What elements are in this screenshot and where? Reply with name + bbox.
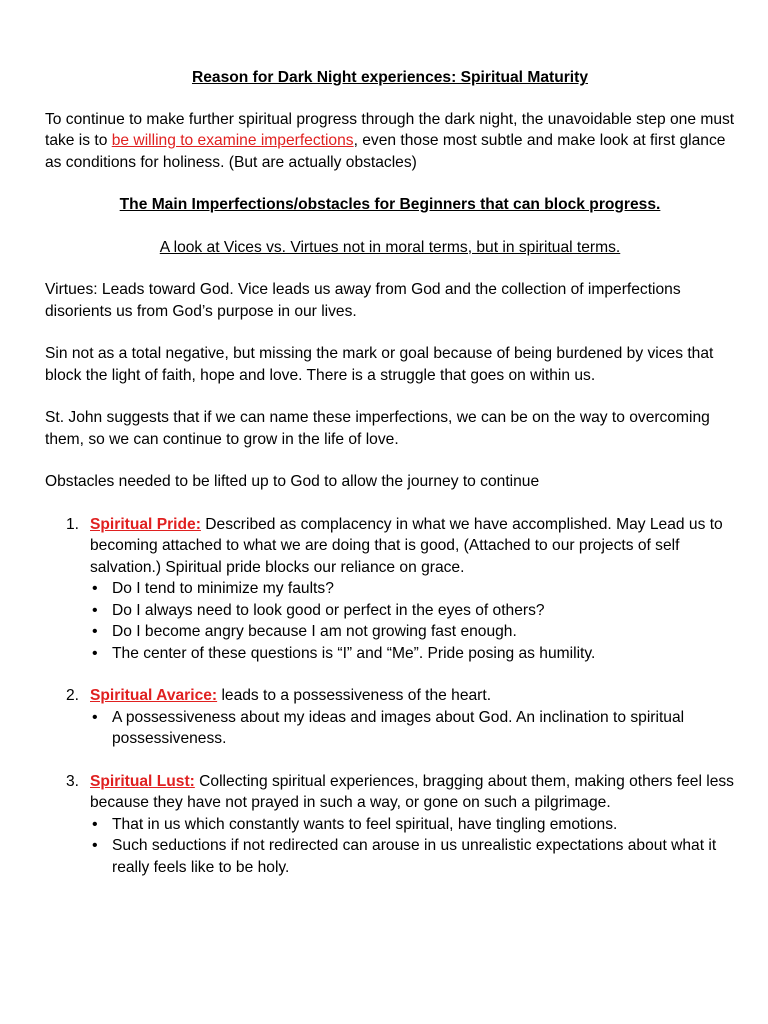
paragraph-obstacles: Obstacles needed to be lifted up to God to allow the journey to continue (45, 473, 540, 490)
item-number: 2. (66, 687, 80, 704)
item-label: Spiritual Pride: (90, 515, 201, 533)
bullet-list (90, 707, 735, 750)
item-label: Spiritual Avarice: (90, 687, 218, 704)
item-number: 1. (66, 515, 80, 533)
intro-text-after: , even those most subtle and make look at first glance as conditions for holiness. (But are actually obstacles) (45, 132, 726, 171)
item-text: leads to a possessiveness of the heart. (217, 687, 492, 704)
document-page (45, 67, 735, 899)
main-heading: The Main Imperfections/obstacles for Beginners that can block progress. (119, 196, 661, 213)
paragraph-sin: Sin not as a total negative, but missing the mark or goal because of being burdened by vices that block the light of faith, hope and love. There is a struggle that goes on within us. (45, 345, 714, 384)
bullet-item: • Do I always need to look good or perfect in the eyes of others? (90, 600, 735, 622)
bullet-item: • Do I become angry because I am not growing fast enough. (90, 621, 735, 643)
bullet-item: • The center of these questions is “I” and “Me”. Pride posing as humility. (90, 643, 735, 665)
bullet-list (90, 814, 735, 879)
item-number: 3. (66, 772, 80, 790)
intro-paragraph (45, 109, 735, 174)
imperfections-list (45, 514, 735, 879)
bullet-list (90, 578, 735, 664)
list-item-spiritual-lust (45, 771, 735, 879)
item-label: Spiritual Lust: (90, 772, 195, 790)
bullet-item: • That in us which constantly wants to feel spiritual, have tingling emotions. (90, 814, 735, 836)
sub-heading: A look at Vices vs. Virtues not in moral terms, but in spiritual terms. (159, 238, 621, 256)
paragraph-st-john: St. John suggests that if we can name these imperfections, we can be on the way to overcoming them, so we can continue to grow in the life of love. (45, 409, 710, 448)
bullet-item: • Such seductions if not redirected can arouse in us unrealistic expectations about what it really feels like to be holy. (90, 835, 735, 878)
bullet-item: • Do I tend to minimize my faults? (90, 578, 735, 600)
intro-text-before: To continue to make further spiritual progress through the dark night, the unavoidable step one must take is to (45, 110, 735, 149)
item-text: Collecting spiritual experiences, bragging about them, making others feel less because they have not prayed in such a way, or gone on such a pilgrimage. (90, 772, 734, 811)
document-title: Reason for Dark Night experiences: Spiritual Maturity (191, 69, 588, 86)
paragraph-virtues: Virtues: Leads toward God. Vice leads us away from God and the collection of imperfections disorients us from God’s purpose in our lives. (45, 281, 681, 320)
list-item-spiritual-pride (45, 514, 735, 665)
item-text: Described as complacency in what we have accomplished. May Lead us to becoming attached to what we are doing that is good, (Attached to our projects of self salvation.) Spiritual pride blocks our reliance on grace. (90, 515, 723, 576)
bullet-item: • A possessiveness about my ideas and images about God. An inclination to spiritual possessiveness. (90, 707, 735, 750)
intro-highlight: be willing to examine imperfections (111, 132, 354, 149)
list-item-spiritual-avarice (45, 685, 735, 750)
